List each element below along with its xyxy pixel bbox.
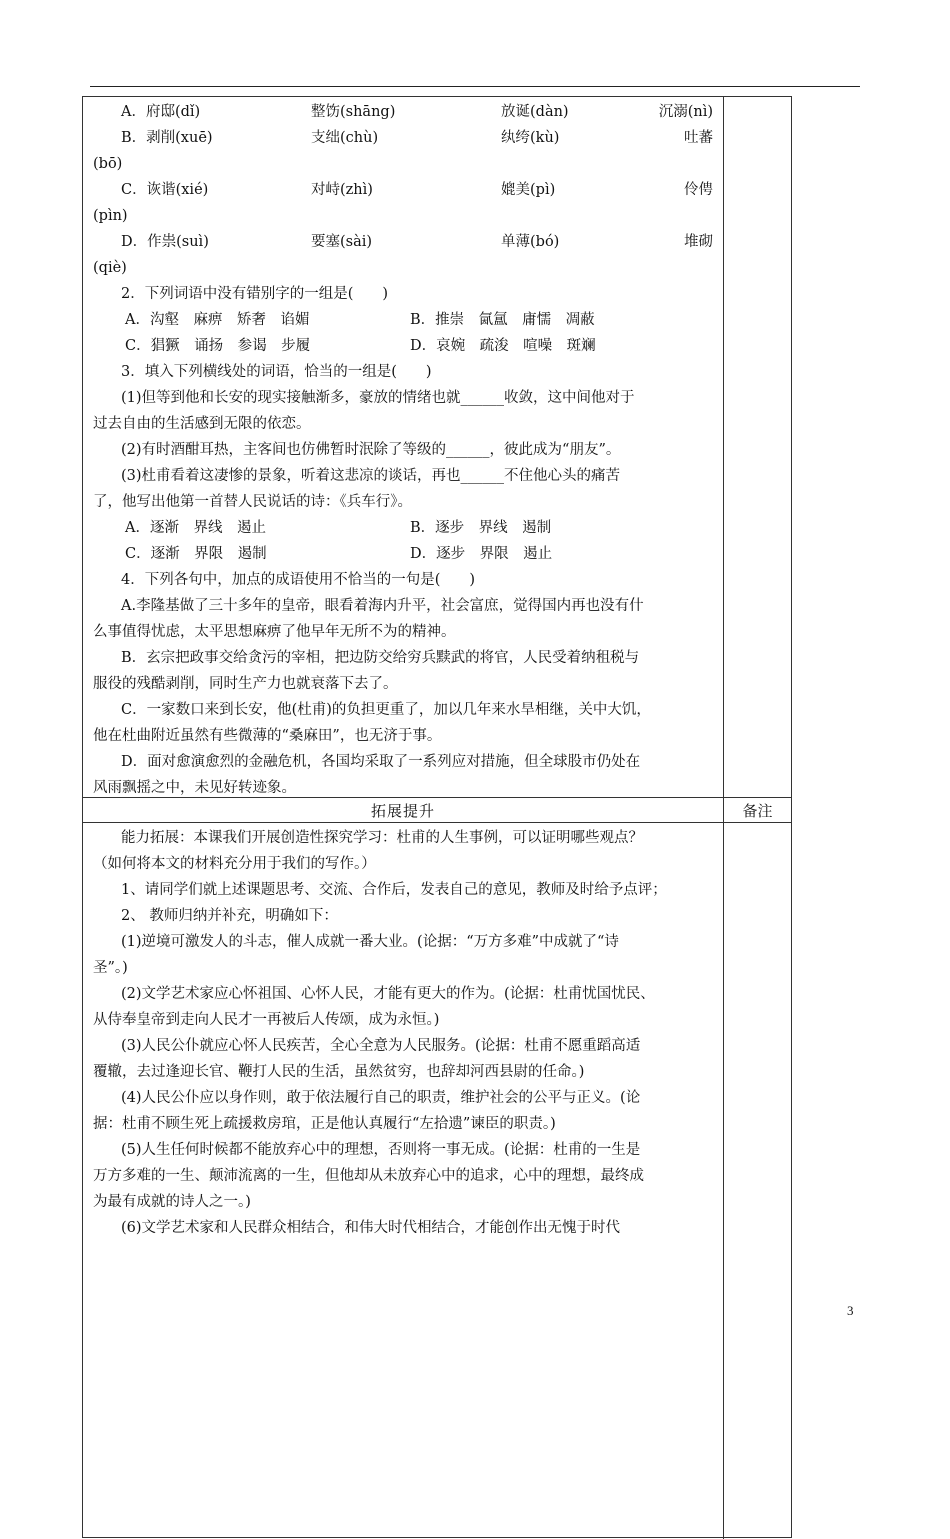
header-rule bbox=[90, 86, 860, 87]
text-line: (2)文学艺术家应心怀祖国、心怀人民，才能有更大的作为。(论据：杜甫忧国忧民、 bbox=[121, 986, 655, 1002]
option-cell: 纨绔(kù) bbox=[501, 130, 560, 146]
text-line: 服役的残酷剥削，同时生产力也就衰落下去了。 bbox=[93, 676, 398, 692]
text-line: 3．填入下列横线处的词语，恰当的一组是( ) bbox=[121, 364, 432, 380]
text-line: (5)人生任何时候都不能放弃心中的理想，否则将一事无成。(论据：杜甫的一生是 bbox=[121, 1142, 641, 1158]
option-cell: B．剥削(xuē) bbox=[121, 130, 213, 146]
text-line: 了，他写出他第一首替人民说话的诗：《兵车行》。 bbox=[93, 494, 412, 510]
text-line: 从侍奉皇帝到走向人民才一再被后人传颂，成为永恒。) bbox=[93, 1012, 440, 1028]
remark-header bbox=[724, 797, 791, 823]
exercise-content bbox=[83, 97, 723, 801]
option-cell: 沉溺(nì) bbox=[658, 104, 713, 120]
text-line: 万方多难的一生、颠沛流离的一生，但他却从未放弃心中的追求，心中的理想，最终成 bbox=[93, 1168, 644, 1184]
text-line: 据：杜甫不顾生死上疏援救房琯，正是他认真履行“左拾遗”谏臣的职责。) bbox=[93, 1116, 556, 1132]
choice-cell: B．推崇 氤氲 庸懦 凋蔽 bbox=[410, 312, 595, 328]
exercise-section bbox=[83, 97, 724, 797]
choice-cell: A．沟壑 麻痹 矫奢 谄媚 bbox=[125, 312, 310, 328]
text-line: 么事值得忧虑，太平思想麻痹了他早年无所不为的精神。 bbox=[93, 624, 456, 640]
option-row bbox=[93, 125, 713, 151]
text-line: (2)有时酒酣耳热，主客间也仿佛暂时泯除了等级的______，彼此成为“朋友”。 bbox=[121, 442, 621, 458]
text-line: (6)文学艺术家和人民群众相结合，和伟大时代相结合，才能创作出无愧于时代 bbox=[121, 1220, 621, 1236]
text-line: 能力拓展：本课我们开展创造性探究学习：杜甫的人生事例，可以证明哪些观点？ bbox=[121, 830, 643, 846]
text-line: 2．下列词语中没有错别字的一组是( ) bbox=[121, 286, 389, 302]
text-line: (3)人民公仆就应心怀人民疾苦，全心全意为人民服务。(论据：杜甫不愿重蹈高适 bbox=[121, 1038, 641, 1054]
text-line: 风雨飘摇之中，未见好转迹象。 bbox=[93, 780, 296, 796]
text-line: 他在杜曲附近虽然有些微薄的“桑麻田”，也无济于事。 bbox=[93, 728, 442, 744]
option-row bbox=[93, 229, 713, 255]
text-line: (3)杜甫看着这凄惨的景象，听着这悲凉的谈话，再也______不住他心头的痛苦 bbox=[121, 468, 621, 484]
option-cell: 单薄(bó) bbox=[501, 234, 560, 250]
text-line: 4．下列各句中，加点的成语使用不恰当的一句是( ) bbox=[121, 572, 476, 588]
option-cell: 伶俜 bbox=[684, 182, 713, 198]
option-cell: 支绌(chù) bbox=[311, 130, 379, 146]
option-cell: D．作祟(suì) bbox=[121, 234, 209, 250]
section-header bbox=[83, 797, 724, 823]
section-title: 拓展提升 bbox=[370, 802, 435, 820]
choice-cell: B．逐步 界线 遏制 bbox=[410, 520, 552, 536]
option-row bbox=[93, 177, 713, 203]
text-line: (4)人民公仆应以身作则，敢于依法履行自己的职责，维护社会的公平与正义。(论 bbox=[121, 1090, 641, 1106]
extension-content bbox=[83, 823, 723, 1241]
option-cell: 放诞(dàn) bbox=[501, 104, 569, 120]
option-cell: 整饬(shāng) bbox=[311, 104, 396, 120]
text-line: (1)逆境可激发人的斗志，催人成就一番大业。(论据：“万方多难”中成就了“诗 bbox=[121, 934, 619, 950]
option-cell: 吐蕃 bbox=[684, 130, 713, 146]
option-cell: A．府邸(dǐ) bbox=[121, 104, 201, 120]
extension-remark-cell bbox=[724, 823, 791, 1539]
choice-cell: D．逐步 界限 遏止 bbox=[410, 546, 553, 562]
choice-row bbox=[93, 333, 713, 359]
text-line: A.李隆基做了三十多年的皇帝，眼看着海内升平，社会富庶，觉得国内再也没有什 bbox=[121, 598, 644, 614]
text-line: (bō) bbox=[93, 156, 123, 172]
text-line: (1)但等到他和长安的现实接触渐多，豪放的情绪也就______收敛，这中间他对于 bbox=[121, 390, 635, 406]
choice-cell: C．猖獗 诵扬 参谒 步履 bbox=[125, 338, 311, 354]
choice-row bbox=[93, 307, 713, 333]
text-line: (qiè) bbox=[93, 260, 127, 276]
option-cell: 媲美(pì) bbox=[501, 182, 556, 198]
option-cell: 堆砌 bbox=[684, 234, 713, 250]
text-line: （如何将本文的材料充分用于我们的写作。） bbox=[93, 856, 376, 872]
option-cell: 对峙(zhì) bbox=[311, 182, 373, 198]
text-line: 覆辙，去过逢迎长官、鞭打人民的生活，虽然贫穷，也辞却河西县尉的任命。) bbox=[93, 1064, 585, 1080]
choice-row bbox=[93, 541, 713, 567]
choice-cell: A．逐渐 界线 遏止 bbox=[125, 520, 266, 536]
choice-cell: D．哀婉 疏浚 喧噪 斑斓 bbox=[410, 338, 596, 354]
text-line: 1、请同学们就上述课题思考、交流、合作后，发表自己的意见，教师及时给予点评； bbox=[121, 882, 667, 898]
extension-section bbox=[83, 823, 724, 1539]
page-number: 3 bbox=[847, 1303, 854, 1318]
text-line: 2、 教师归纳并补充，明确如下： bbox=[121, 908, 338, 924]
text-line: (pìn) bbox=[93, 208, 128, 224]
worksheet-table bbox=[82, 96, 792, 1538]
option-row bbox=[93, 99, 713, 125]
choice-row bbox=[93, 515, 713, 541]
text-line: 圣”。) bbox=[93, 960, 128, 976]
option-cell: C．诙谐(xié) bbox=[121, 182, 209, 198]
choice-cell: C．逐渐 界限 遏制 bbox=[125, 546, 267, 562]
text-line: 为最有成就的诗人之一。) bbox=[93, 1194, 251, 1210]
text-line: B．玄宗把政事交给贪污的宰相，把边防交给穷兵黩武的将官，人民受着纳租税与 bbox=[121, 650, 640, 666]
text-line: 过去自由的生活感到无限的依恋。 bbox=[93, 416, 311, 432]
text-line: D．面对愈演愈烈的金融危机，各国均采取了一系列应对措施，但全球股市仍处在 bbox=[121, 754, 641, 770]
exercise-remark-cell bbox=[724, 97, 791, 797]
option-cell: 要塞(sài) bbox=[311, 234, 373, 250]
text-line: C．一家数口来到长安，他(杜甫)的负担更重了，加以几年来水旱相继，关中大饥， bbox=[121, 702, 651, 718]
remark-label: 备注 bbox=[742, 802, 773, 820]
